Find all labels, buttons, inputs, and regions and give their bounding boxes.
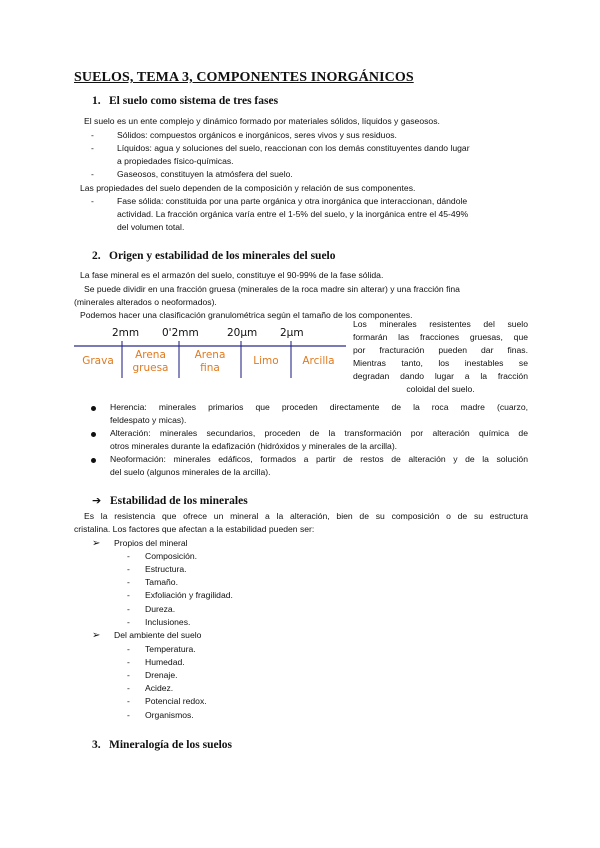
dash: - <box>91 130 94 140</box>
side-note: Los minerales resistentes del suelo formarán las fracciones gruesas, que por fracturación pueden dar finas. Mientras tanto, los inestables se degradan dando lugar a la fracción coloidal del suelo. <box>353 319 528 394</box>
stability-heading-text: Estabilidad de los minerales <box>110 495 248 507</box>
stability-heading <box>92 494 248 508</box>
section2-heading <box>92 250 336 263</box>
size-label-02mm: 0'2mm <box>162 327 199 339</box>
size-label-2mm: 2mm <box>112 327 140 339</box>
stability-p1a: Es la resistencia que ofrece un mineral a la alteración, bien de su composición o de su estructura <box>84 511 528 521</box>
arrowhead-bullet-icon: ➢ <box>92 538 101 549</box>
bullet-herencia: Herencia: minerales primarios que proceden directamente de la roca madre (cuarzo, feldespato y micas). <box>110 402 528 425</box>
size-label-20um: 20μm <box>227 327 258 339</box>
list-item: - Inclusiones. <box>127 617 191 627</box>
group-propios: ➢ Propios del mineral <box>92 538 188 549</box>
fraction-arcilla: Arcilla <box>302 355 335 367</box>
section2-p2b: (minerales alterados o neoformados). <box>74 297 217 307</box>
fraction-arena-gruesa: Arena gruesa <box>132 349 169 374</box>
section1-number: 1. <box>92 95 101 107</box>
arrow-right-icon: ➔ <box>92 494 102 507</box>
list-item-solidos: - Sólidos: compuestos orgánicos e inorgánicos, seres vivos y sus residuos. <box>91 130 397 140</box>
bullet-dot <box>91 406 96 411</box>
list-item: - Composición. <box>127 551 198 561</box>
section1-properties: Las propiedades del suelo dependen de la composición y relación de sus componentes. <box>80 183 416 193</box>
list-item-fase-solida: - Fase sólida: constituida por una parte orgánica y otra inorgánica que interaccionan, dándole <box>91 196 468 206</box>
list-item: - Tamaño. <box>127 577 178 587</box>
list-item: - Drenaje. <box>127 670 178 680</box>
bullet-dot <box>91 432 96 437</box>
dash: - <box>91 196 94 206</box>
list-item: - Dureza. <box>127 604 176 614</box>
granulometry-diagram <box>74 322 346 384</box>
stability-p1b: cristalina. Los factores que afectan a la estabilidad pueden ser: <box>74 524 315 534</box>
section3-heading <box>92 739 232 752</box>
fraction-arena-fina: Arena fina <box>194 349 226 374</box>
bullet-neoformacion: Neoformación: minerales edáficos, formados a partir de restos de alteración y de la solución del suelo (algunos minerales de la arcilla). <box>110 454 528 477</box>
bullet-dot <box>91 458 96 463</box>
fraction-grava: Grava <box>82 355 114 367</box>
dash: - <box>91 169 94 179</box>
section1-intro: El suelo es un ente complejo y dinámico formado por materiales sólidos, líquidos y gaseosos. <box>84 116 440 126</box>
list-item: - Acidez. <box>127 683 174 693</box>
list-item: - Exfoliación y fragilidad. <box>127 590 233 600</box>
section2-p1: La fase mineral es el armazón del suelo, constituye el 90-99% de la fase sólida. <box>80 270 384 280</box>
list-item-liquidos-cont: a propiedades físico-químicas. <box>117 156 234 166</box>
list-item-liquidos: - Líquidos: agua y soluciones del suelo, reaccionan con los demás constituyentes dando lugar <box>91 143 470 153</box>
section2-heading-text: Origen y estabilidad de los minerales del suelo <box>109 250 336 262</box>
list-item: - Organismos. <box>127 710 194 720</box>
fase-solida-line2: actividad. La fracción orgánica varía entre el 1-5% del suelo, y la inorgánica entre el 45-49% <box>117 209 469 219</box>
section2-number: 2. <box>92 250 101 262</box>
list-item: - Potencial redox. <box>127 696 207 706</box>
section2-p2a: Se puede dividir en una fracción gruesa (minerales de la roca madre sin alterar) y una fracción fina <box>84 284 460 294</box>
list-item: - Humedad. <box>127 657 185 667</box>
section3-number: 3. <box>92 739 101 751</box>
page-title: SUELOS, TEMA 3, COMPONENTES INORGÁNICOS <box>74 70 414 85</box>
fase-solida-line3: del volumen total. <box>117 222 185 232</box>
section1-heading <box>92 95 278 108</box>
group-ambiente: ➢ Del ambiente del suelo <box>92 630 202 641</box>
arrowhead-bullet-icon: ➢ <box>92 630 101 641</box>
section2-p3: Podemos hacer una clasificación granulométrica según el tamaño de los componentes. <box>80 310 413 320</box>
size-label-2um: 2μm <box>280 327 304 339</box>
list-item: - Estructura. <box>127 564 187 574</box>
list-item-gaseosos: - Gaseosos, constituyen la atmósfera del suelo. <box>91 169 293 179</box>
section3-heading-text: Mineralogía de los suelos <box>109 739 232 751</box>
fraction-limo: Limo <box>253 355 279 367</box>
bullet-alteracion: Alteración: minerales secundarios, proceden de la transformación por alteración química de otros minerales durante la edafización (hidróxidos y minerales de la arcilla). <box>110 428 528 451</box>
list-item: - Temperatura. <box>127 644 196 654</box>
dash: - <box>91 143 94 153</box>
section1-heading-text: El suelo como sistema de tres fases <box>109 95 279 107</box>
